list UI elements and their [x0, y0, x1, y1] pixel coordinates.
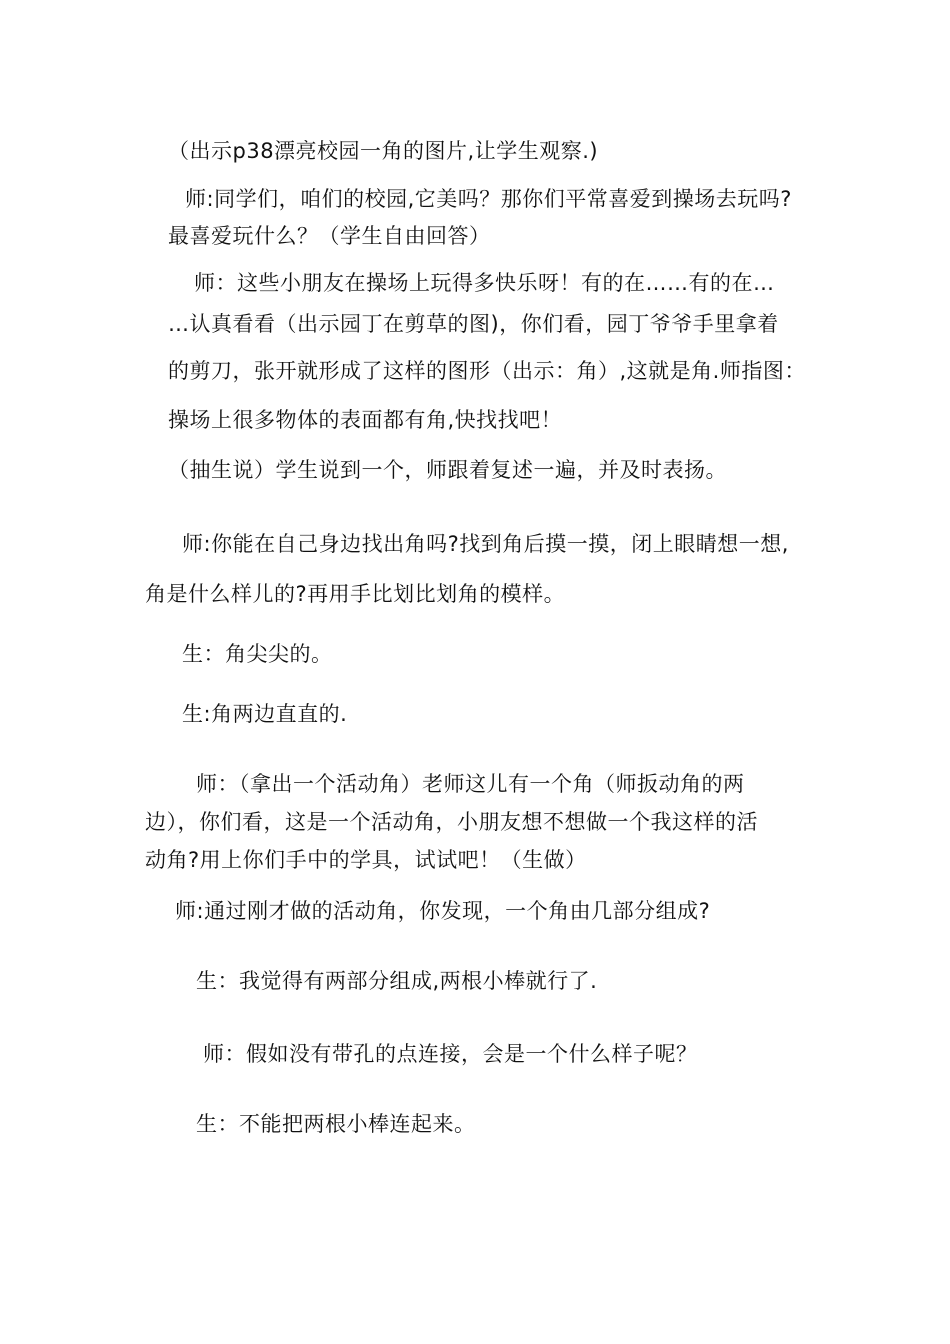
text-line-10: 角是什么样儿的?再用手比划比划角的模样。 [145, 582, 566, 606]
text-line-17: 生：我觉得有两部分组成,两根小棒就行了. [196, 969, 598, 993]
text-line-11: 生：角尖尖的。 [182, 642, 333, 666]
text-line-4: 师：这些小朋友在操场上玩得多快乐呀！有的在……有的在… [194, 271, 775, 295]
text-line-3: 最喜爱玩什么？（学生自由回答） [168, 224, 491, 248]
text-line-2: 师:同学们，咱们的校园,它美吗？那你们平常喜爱到操场去玩吗? [185, 187, 792, 211]
text-line-8: （抽生说）学生说到一个，师跟着复述一遍，并及时表扬。 [168, 458, 727, 482]
text-line-19: 生：不能把两根小棒连起来。 [196, 1112, 476, 1136]
text-line-16: 师:通过刚才做的活动角，你发现，一个角由几部分组成? [175, 899, 711, 923]
text-line-18: 师：假如没有带孔的点连接，会是一个什么样子呢？ [203, 1042, 698, 1066]
text-line-12: 生:角两边直直的. [182, 702, 348, 726]
text-line-15: 动角?用上你们手中的学具，试试吧！（生做） [145, 848, 587, 872]
text-line-13: 师：（拿出一个活动角）老师这儿有一个角（师扳动角的两 [196, 772, 745, 796]
text-line-6: 的剪刀，张开就形成了这样的图形（出示：角）,这就是角.师指图： [168, 359, 806, 383]
text-line-9: 师:你能在自己身边找出角吗?找到角后摸一摸，闭上眼睛想一想, [182, 532, 789, 556]
text-line-14: 边），你们看，这是一个活动角，小朋友想不想做一个我这样的活 [145, 810, 758, 834]
text-line-5: …认真看看（出示园丁在剪草的图)，你们看，园丁爷爷手里拿着 [168, 312, 779, 336]
text-line-1: （出示p38漂亮校园一角的图片,让学生观察.) [168, 139, 599, 163]
text-line-7: 操场上很多物体的表面都有角,快找找吧！ [168, 408, 563, 432]
